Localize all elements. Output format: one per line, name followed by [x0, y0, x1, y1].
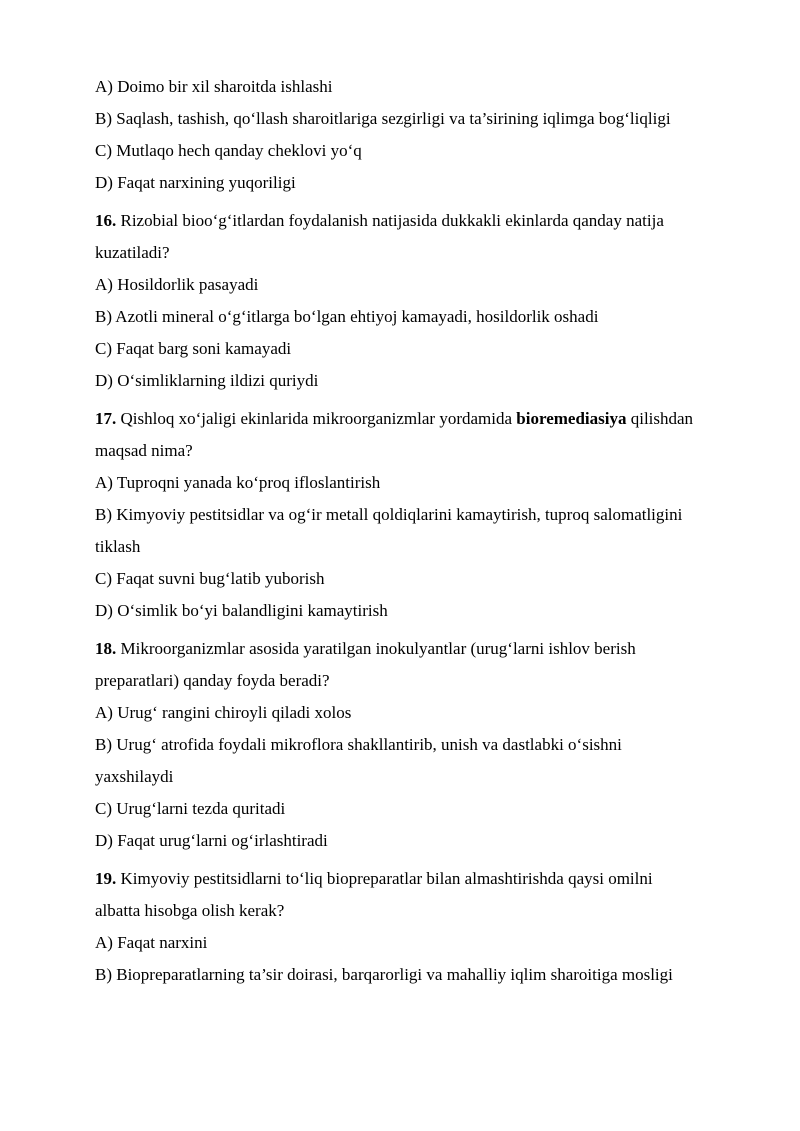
question-number: 17. — [95, 409, 117, 428]
question-16-text-cont: kuzatiladi? — [95, 243, 170, 262]
question-text: Kimyoviy pestitsidlarni to‘liq biopreparatlar bilan almashtirishda qaysi omilni — [116, 869, 653, 888]
option-a: A) Tuproqni yanada ko‘proq ifloslantirish — [95, 473, 381, 492]
question-17-text-cont: maqsad nima? — [95, 441, 193, 460]
option-c: C) Mutlaqo hech qanday cheklovi yo‘q — [95, 141, 362, 160]
question-number: 19. — [95, 869, 117, 888]
option-b: B) Biopreparatlarning ta’sir doirasi, barqarorligi va mahalliy iqlim sharoitiga mosligi — [95, 965, 673, 984]
question-text: Rizobial bioo‘g‘itlardan foydalanish natijasida dukkakli ekinlarda qanday natija — [116, 211, 664, 230]
question-18-text-cont: preparatlari) qanday foyda beradi? — [95, 671, 330, 690]
question-19 — [95, 863, 765, 991]
question-17-text — [95, 403, 765, 435]
option-c: C) Faqat suvni bug‘latib yuborish — [95, 569, 325, 588]
option-a: A) Faqat narxini — [95, 933, 208, 952]
option-d: D) Faqat narxining yuqoriligi — [95, 173, 296, 192]
option-b: B) Kimyoviy pestitsidlar va og‘ir metall qoldiqlarini kamaytirish, tuproq salomatligini — [95, 505, 683, 524]
question-16-text — [95, 205, 765, 237]
option-d: D) Faqat urug‘larni og‘irlashtiradi — [95, 831, 328, 850]
bold-term: bioremediasiya — [516, 409, 627, 428]
option-c: C) Urug‘larni tezda quritadi — [95, 799, 286, 818]
option-b-cont: yaxshilaydi — [95, 767, 174, 786]
option-d: D) O‘simlik bo‘yi balandligini kamaytirish — [95, 601, 388, 620]
option-b: B) Saqlash, tashish, qo‘llash sharoitlariga sezgirligi va ta’sirining iqlimga bog‘liqligi — [95, 109, 671, 128]
question-text: Qishloq xo‘jaligi ekinlarida mikroorganizmlar yordamida — [116, 409, 517, 428]
question-17 — [95, 403, 765, 627]
option-b: B) Azotli mineral o‘g‘itlarga bo‘lgan ehtiyoj kamayadi, hosildorlik oshadi — [95, 307, 599, 326]
option-b-cont: tiklash — [95, 537, 141, 556]
option-c: C) Faqat barg soni kamayadi — [95, 339, 292, 358]
question-19-text-cont: albatta hisobga olish kerak? — [95, 901, 285, 920]
question-16 — [95, 205, 765, 397]
question-18 — [95, 633, 765, 857]
question-19-text — [95, 863, 765, 895]
question-number: 16. — [95, 211, 117, 230]
question-text: Mikroorganizmlar asosida yaratilgan inokulyantlar (urug‘larni ishlov berish — [116, 639, 636, 658]
question-18-text — [95, 633, 765, 665]
option-a: A) Hosildorlik pasayadi — [95, 275, 259, 294]
document-page — [95, 71, 765, 991]
option-d: D) O‘simliklarning ildizi quriydi — [95, 371, 319, 390]
option-b: B) Urug‘ atrofida foydali mikroflora shakllantirib, unish va dastlabki o‘sishni — [95, 735, 622, 754]
option-a: A) Urug‘ rangini chiroyli qiladi xolos — [95, 703, 352, 722]
option-a: A) Doimo bir xil sharoitda ishlashi — [95, 77, 333, 96]
previous-question-options — [95, 71, 765, 199]
question-number: 18. — [95, 639, 117, 658]
question-text-end: qilishdan — [626, 409, 694, 428]
